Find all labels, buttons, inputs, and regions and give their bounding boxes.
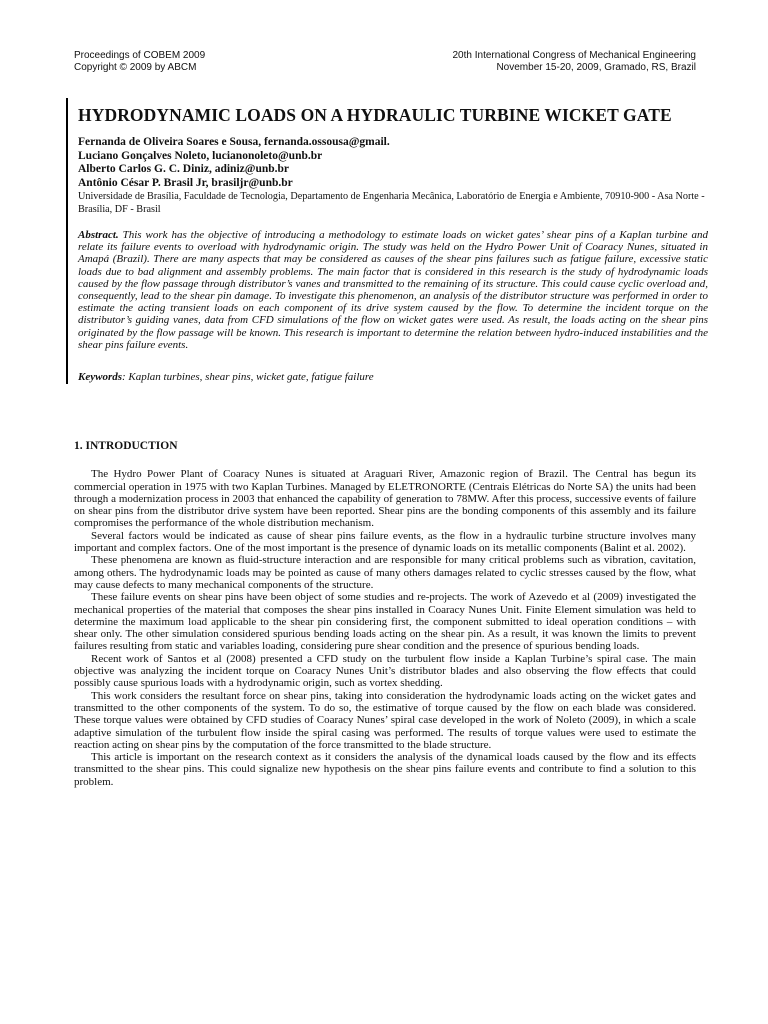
header-left [74,50,205,74]
introduction-section [74,440,696,788]
abstract-label: Abstract. [78,229,119,241]
paper-title: HYDRODYNAMIC LOADS ON A HYDRAULIC TURBINE WICKET GATE [78,105,672,125]
paragraph-3: These phenomena are known as fluid-structure interaction and are responsible for many critical problems such as vibration, cavitation, among others. The hydrodynamic loads may be pointed as cause of many others damages related to cyclic stresses caused by the flow, what may cause defects to many mechanical components of the structure. [74,554,696,591]
paragraph-5: Recent work of Santos et al (2008) presented a CFD study on the turbulent flow inside a Kaplan Turbine’s spiral case. The main objective was analyzing the incident torque on Coaracy Nunes Unit’s distributor blades and also observing the flow effects that could possibly cause spurious loads with a hydrodynamic origin, such as vortex shedding. [74,652,696,690]
proceedings-line: Proceedings of COBEM 2009 [74,50,206,61]
abstract-text: This work has the objective of introducing a methodology to estimate loads on wicket gates’ shear pins of a Kaplan turbine and relate its failure events to overload with hydrodynamic origin. The study was held on the Hydro Power Unit of Coaracy Nunes, situated in Amapá (Brazil). There are many aspects that may be considered as causes of the shear pins failures such as fatigue failure, excessive static loads due to bad alignment and assembly problems. The main factor that is considered in this research is the study of hydrodynamic loads caused by the flow passage through distributor’s vanes and transmitted to the remaining of its structure. This could cause cyclic overload and, consequently, lead to the shear pin damage. To investigate this phenomenon, an analysis of the distributor structure was performed in order to estimate the acting transient loads on each component of its drive system caused by the flow. To determine the incident torque on the distributor’s guiding vanes, data from CFD simulations of the flow on wicket gates were used. As result, the loads acting on the shear pins originated by the flow passage will be known. This research is important to determine the relation between hydro-induced instabilities and the shear pins failure events. [78,229,708,351]
congress-line: 20th International Congress of Mechanical Engineering [452,50,696,61]
author-3: Alberto Carlos G. C. Diniz, adiniz@unb.br [78,163,290,175]
paragraph-4: These failure events on shear pins have been object of some studies and re-projects. The work of Azevedo et al (2009) investigated the mechanical properties of the material that composes the shear pins installed in Coaracy Nunes Unit. Finite Element simulation was held to determine the maximum load applicable to the shear pin considering first, the component submitted to ideal operation conditions – with shear only. The other simulation considered spurious bending loads acting on the shear pin. As a result, it was known the limits to prevent failures resulting from static and variables loading, considering pure shear condition and the presence of spurious bending loads. [74,591,696,653]
affiliation: Universidade de Brasília, Faculdade de Tecnologia, Departamento de Engenharia Mecânica, Laboratório de Energia e Ambiente, 70910-900 - Asa Norte - Brasília, DF - Brasil [78,191,705,215]
paragraph-1: The Hydro Power Plant of Coaracy Nunes is situated at Araguari River, Amazonic region of Brazil. The Central has begun its commercial operation in 1975 with two Kaplan Turbines. Managed by ELETRONORTE (Centrais Elétricas do Norte SA) the units had been through a modernization process in 2003 that enhanced the capability of generation to 78MW. After this process, successive events of failure on shear pins from the distributor drive system have been reported. Shear pins are the bonding components of this assembly and its failure compromises the performance of the whole distribution mechanism. [74,468,696,530]
title-block [66,98,708,384]
paragraph-2: Several factors would be indicated as cause of shear pins failure events, as the flow in a hydraulic turbine structure involves many important and complex factors. One of the most important is the presence of dynamic loads on its metallic components (Balint et al. 2002). [74,529,696,555]
keywords-text: : Kaplan turbines, shear pins, wicket gate, fatigue failure [122,371,374,384]
abstract [78,229,708,351]
keywords [78,371,708,384]
paragraph-6: This work considers the resultant force on shear pins, taking into consideration the hydrodynamic loads acting on the wicket gates and transmitted to the other components of the system. To do so, the estimative of torque caused by the flow on each blade was considered. These torque values were obtained by CFD studies of Coaracy Nunes’ spiral case developed in the work of Noleto (2009), in which a scale adaptive simulation of the turbulent flow inside the spiral casing was performed. The results of torque values were used to estimate the reaction acting on shear pins by the computation of the force transmitted to the blade structure. [74,689,696,751]
author-4: Antônio César P. Brasil Jr, brasiljr@unb.br [78,176,293,189]
author-2: Luciano Gonçalves Noleto, lucianonoleto@unb.br [78,149,323,162]
section-heading: 1. INTRODUCTION [74,440,178,452]
author-1: Fernanda de Oliveira Soares e Sousa, fernanda.ossousa@gmail. [78,136,390,148]
header-right [453,50,697,74]
copyright-line: Copyright © 2009 by ABCM [74,62,197,73]
author-list [78,136,708,190]
paragraph-7: This article is important on the research context as it considers the analysis of the dynamical loads caused by the flow and its effects transmitted to the shear pins. This could signalize new hypothesis on the shear pins failure events and contribute to find a solution to this problem. [74,751,696,788]
keywords-label: Keywords [78,371,122,384]
dates-line: November 15-20, 2009, Gramado, RS, Brazil [496,62,696,73]
